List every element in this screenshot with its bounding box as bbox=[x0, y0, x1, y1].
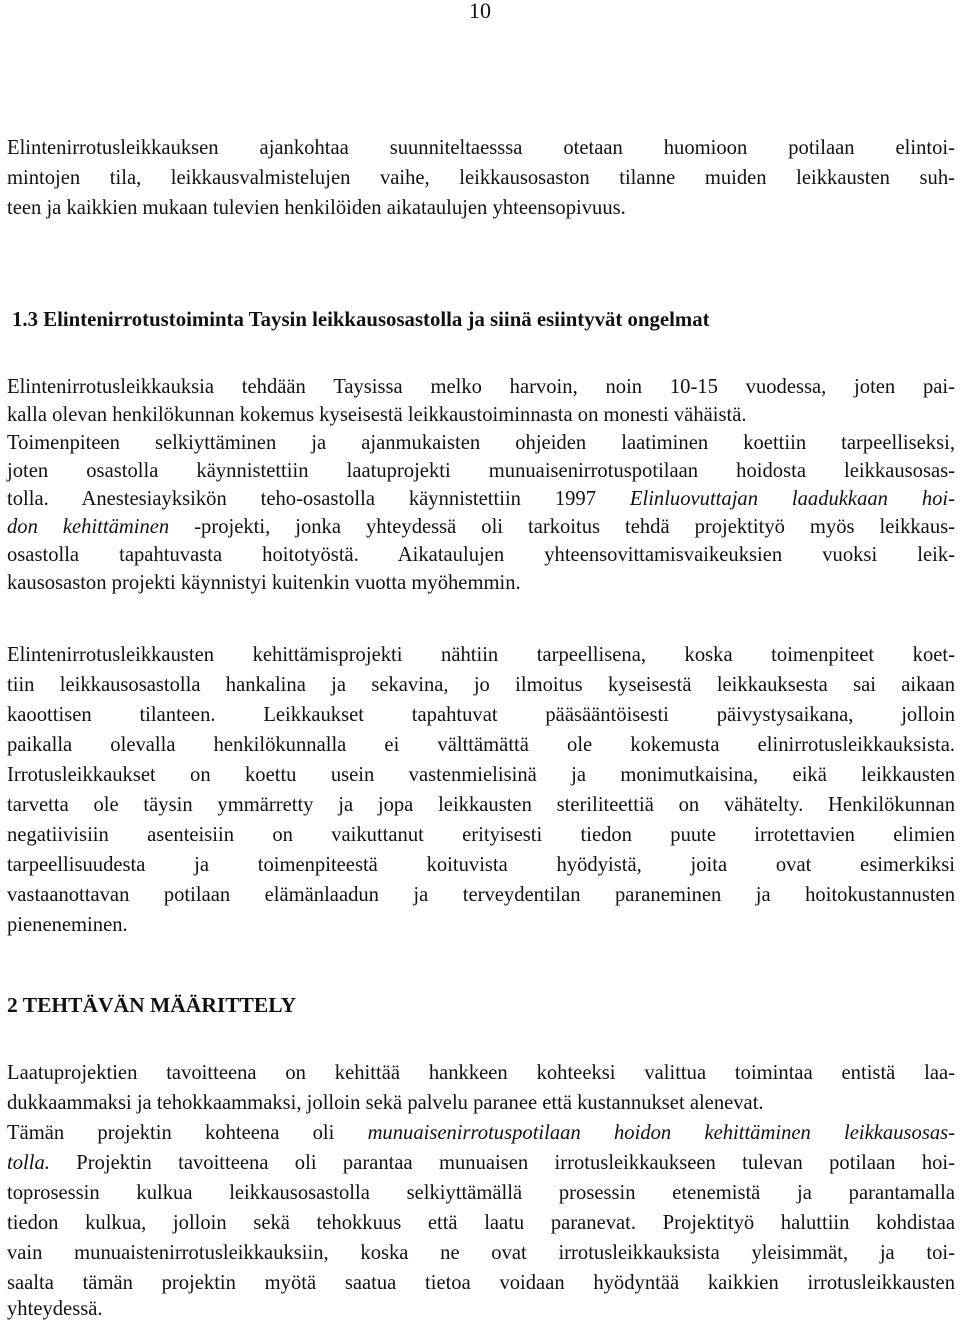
project-name-italic: don kehittäminen bbox=[7, 516, 170, 538]
text-line: tarvetta ole täysin ymmärretty ja jopa leikkausten steriliteettiä on vähätelty. Henkilökunnan bbox=[7, 794, 955, 816]
text-line: tiin leikkausosastolla hankalina ja sekavina, jo ilmoitus kyseisestä leikkauksesta sai aikaan bbox=[7, 674, 955, 696]
text-line: yhteydessä. bbox=[7, 1298, 103, 1320]
text-line bbox=[7, 484, 955, 514]
page-number: 10 bbox=[469, 0, 491, 23]
text-line: saalta tämän projektin myötä saatua tietoa voidaan hyödyntää kaikkien irrotusleikkausten bbox=[7, 1272, 955, 1294]
text-line: kausosaston projekti käynnistyi kuitenkin vuotta myöhemmin. bbox=[7, 572, 521, 594]
text-line: vain munuaistenirrotusleikkauksiin, koska ne ovat irrotusleikkauksista yleisimmät, ja toi- bbox=[7, 1242, 955, 1264]
text-line: kalla olevan henkilökunnan kokemus kyseisestä leikkaustoiminnasta on monesti vähäistä. bbox=[7, 404, 747, 426]
text-line bbox=[7, 1118, 955, 1148]
text-line: toprosessin kulkua leikkausosastolla selkiyttämällä prosessin etenemistä ja parantamalla bbox=[7, 1182, 955, 1204]
text-span: -projekti, jonka yhteydessä oli tarkoitus tehdä projektityö myös leikkaus- bbox=[169, 516, 955, 538]
text-line: Laatuprojektien tavoitteena on kehittää hankkeen kohteeksi valittua toimintaa entistä laa- bbox=[7, 1062, 955, 1084]
section-heading-2 bbox=[7, 990, 296, 1020]
text-line bbox=[7, 1148, 955, 1178]
section-number: 1.3 bbox=[12, 308, 38, 331]
text-line: Irrotusleikkaukset on koettu usein vastenmielisinä ja monimutkaisina, eikä leikkausten bbox=[7, 764, 955, 786]
text-span: tolla. Anestesiayksikön teho-osastolla käynnistettiin 1997 bbox=[7, 488, 630, 510]
text-line: mintojen tila, leikkausvalmistelujen vaihe, leikkausosaston tilanne muiden leikkausten suh- bbox=[7, 167, 955, 189]
text-line: Elintenirrotusleikkauksen ajankohtaa suunniteltaesssa otetaan huomioon potilaan elintoi- bbox=[7, 137, 955, 159]
project-topic-italic: munuaisenirrotuspotilaan hoidon kehittäminen leikkausosas- bbox=[367, 1122, 955, 1144]
text-span: Projektin tavoitteena oli parantaa munuaisen irrotusleikkaukseen tulevan potilaan hoi- bbox=[49, 1152, 955, 1174]
text-line bbox=[7, 512, 955, 542]
section-heading-1-3 bbox=[12, 305, 710, 335]
text-line: joten osastolla käynnistettiin laatuprojekti munuaisenirrotuspotilaan hoidosta leikkausosas- bbox=[7, 460, 955, 482]
text-line: teen ja kaikkien mukaan tulevien henkilöiden aikataulujen yhteensopivuus. bbox=[7, 197, 626, 219]
text-line: Elintenirrotusleikkausten kehittämisprojekti nähtiin tarpeellisena, koska toimenpiteet koet- bbox=[7, 644, 955, 666]
section-title: Elintenirrotustoiminta Taysin leikkausosastolla ja siinä esiintyvät ongelmat bbox=[43, 308, 710, 331]
text-line: kaoottisen tilanteen. Leikkaukset tapahtuvat pääsääntöisesti päivystysaikana, jolloin bbox=[7, 704, 955, 726]
text-line: Toimenpiteen selkiyttäminen ja ajanmukaisten ohjeiden laatiminen koettiin tarpeelliseksi, bbox=[7, 432, 955, 454]
text-line: dukkaammaksi ja tehokkaammaksi, jolloin sekä palvelu paranee että kustannukset alenevat. bbox=[7, 1092, 764, 1114]
text-line: negatiivisiin asenteisiin on vaikuttanut erityisesti tiedon puute irrotettavien elimien bbox=[7, 824, 955, 846]
text-line: tiedon kulkua, jolloin sekä tehokkuus että laatu paranevat. Projektityö haluttiin kohdistaa bbox=[7, 1212, 955, 1234]
section-number: 2 bbox=[7, 993, 18, 1017]
text-line: vastaanottavan potilaan elämänlaadun ja terveydentilan paraneminen ja hoitokustannusten bbox=[7, 884, 955, 906]
text-line: Elintenirrotusleikkauksia tehdään Taysissa melko harvoin, noin 10-15 vuodessa, joten pai- bbox=[7, 376, 955, 398]
section-title: TEHTÄVÄN MÄÄRITTELY bbox=[22, 993, 297, 1017]
text-span: Tämän projektin kohteena oli bbox=[7, 1122, 368, 1144]
text-line: osastolla tapahtuvasta hoitotyöstä. Aikataulujen yhteensovittamisvaikeuksien vuoksi leik- bbox=[7, 544, 955, 566]
text-line: tarpeellisuudesta ja toimenpiteestä koituvista hyödyistä, joita ovat esimerkiksi bbox=[7, 854, 955, 876]
text-line: paikalla olevalla henkilökunnalla ei välttämättä ole kokemusta elinirrotusleikkauksista. bbox=[7, 734, 955, 756]
project-topic-italic: tolla. bbox=[7, 1152, 50, 1174]
project-name-italic: Elinluovuttajan laadukkaan hoi- bbox=[629, 488, 955, 510]
text-line: pieneneminen. bbox=[7, 914, 128, 936]
